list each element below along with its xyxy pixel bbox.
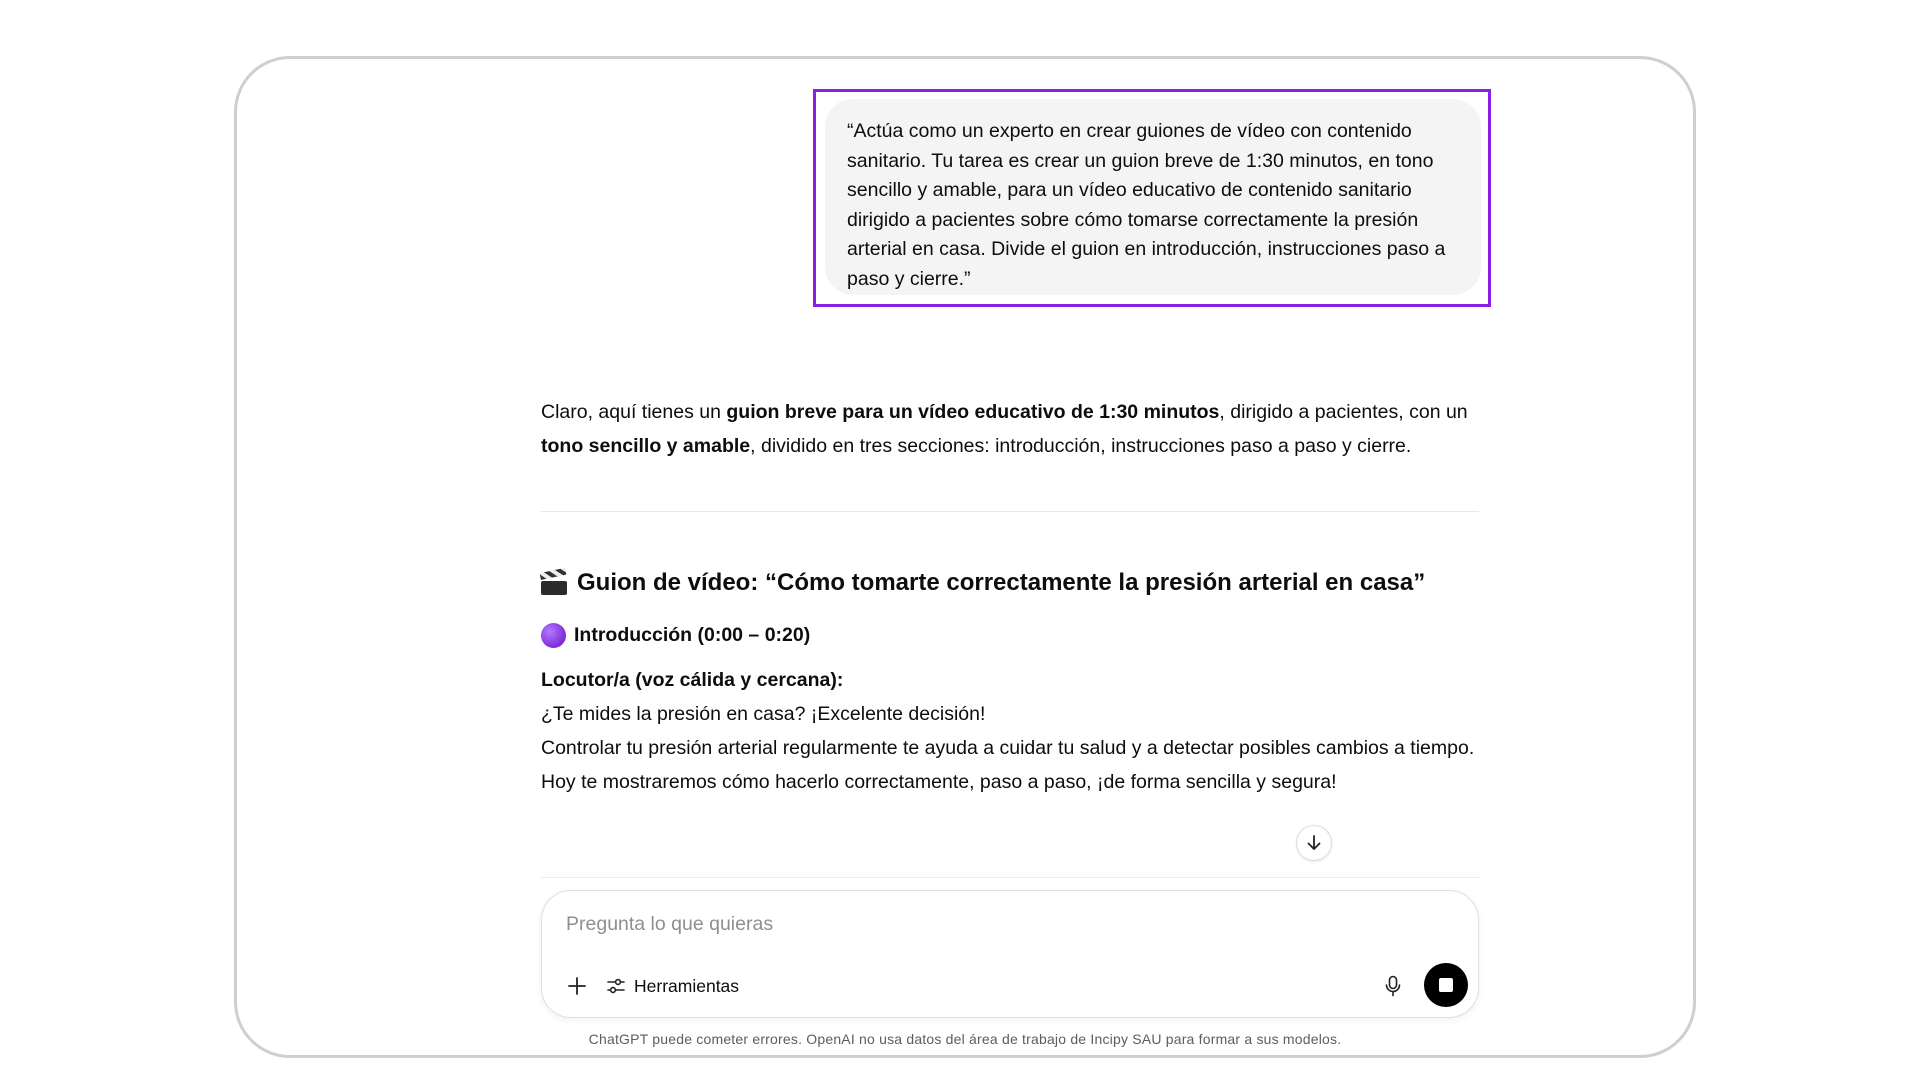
clapperboard-icon [541,571,567,595]
user-message-bubble [825,99,1481,295]
app-window [234,56,1696,1058]
plus-icon [567,976,587,996]
section-divider [541,511,1479,512]
scroll-down-button[interactable] [1296,825,1332,861]
prompt-input[interactable] [566,913,1446,936]
script-line: ¿Te mides la presión en casa? ¡Excelente decisión! [541,703,986,725]
stop-icon [1439,978,1453,992]
script-line: Hoy te mostraremos cómo hacerlo correctamente, paso a paso, ¡de forma sencilla y segura! [541,771,1337,793]
script-title [541,567,1479,599]
purple-circle-icon [541,623,566,648]
add-attachment-button[interactable] [562,971,592,1001]
tools-label: Herramientas [634,975,740,996]
section-title-intro [541,621,810,649]
microphone-icon [1384,975,1402,997]
disclaimer-text: ChatGPT puede cometer errores. OpenAI no usa datos del área de trabajo de Incipy SAU para formar a sus modelos. [588,1031,1342,1047]
intro-bold-2: tono sencillo y amable [541,435,751,457]
intro-text-1: Claro, aquí tienes un [541,401,727,423]
intro-text-2: , dirigido a pacientes, con un [1219,401,1468,423]
assistant-intro [541,395,1479,463]
script-title-text: Guion de vídeo: “Cómo tomarte correctamente la presión arterial en casa” [577,569,1426,596]
speaker-label: Locutor/a (voz cálida y cercana): [541,669,844,691]
intro-bold-1: guion breve para un vídeo educativo de 1:30 minutos [726,401,1220,423]
tools-button[interactable] [606,971,739,1001]
stop-generating-button[interactable] [1424,963,1468,1007]
microphone-button[interactable] [1378,971,1408,1001]
user-message-text: “Actúa como un experto en crear guiones de vídeo con contenido sanitario. Tu tarea es crear un guion breve de 1:30 minutos, en tono sencillo y amable, para un vídeo educativo de contenido sanitario dirigido a pacientes sobre cómo tomarse correctamente la presión arterial en casa. Divide el guion en introducción, instrucciones paso a paso y cierre.” [847,120,1446,290]
arrow-down-icon [1305,834,1323,852]
composer-divider [541,877,1479,878]
intro-text-3: , dividido en tres secciones: introducción, instrucciones paso a paso y cierre. [750,435,1412,457]
message-composer [541,890,1479,1018]
script-lines [541,697,1479,799]
sliders-icon [606,976,626,996]
section-title-text: Introducción (0:00 – 0:20) [574,624,811,646]
script-line: Controlar tu presión arterial regularmente te ayuda a cuidar tu salud y a detectar posibles cambios a tiempo. [541,737,1475,759]
